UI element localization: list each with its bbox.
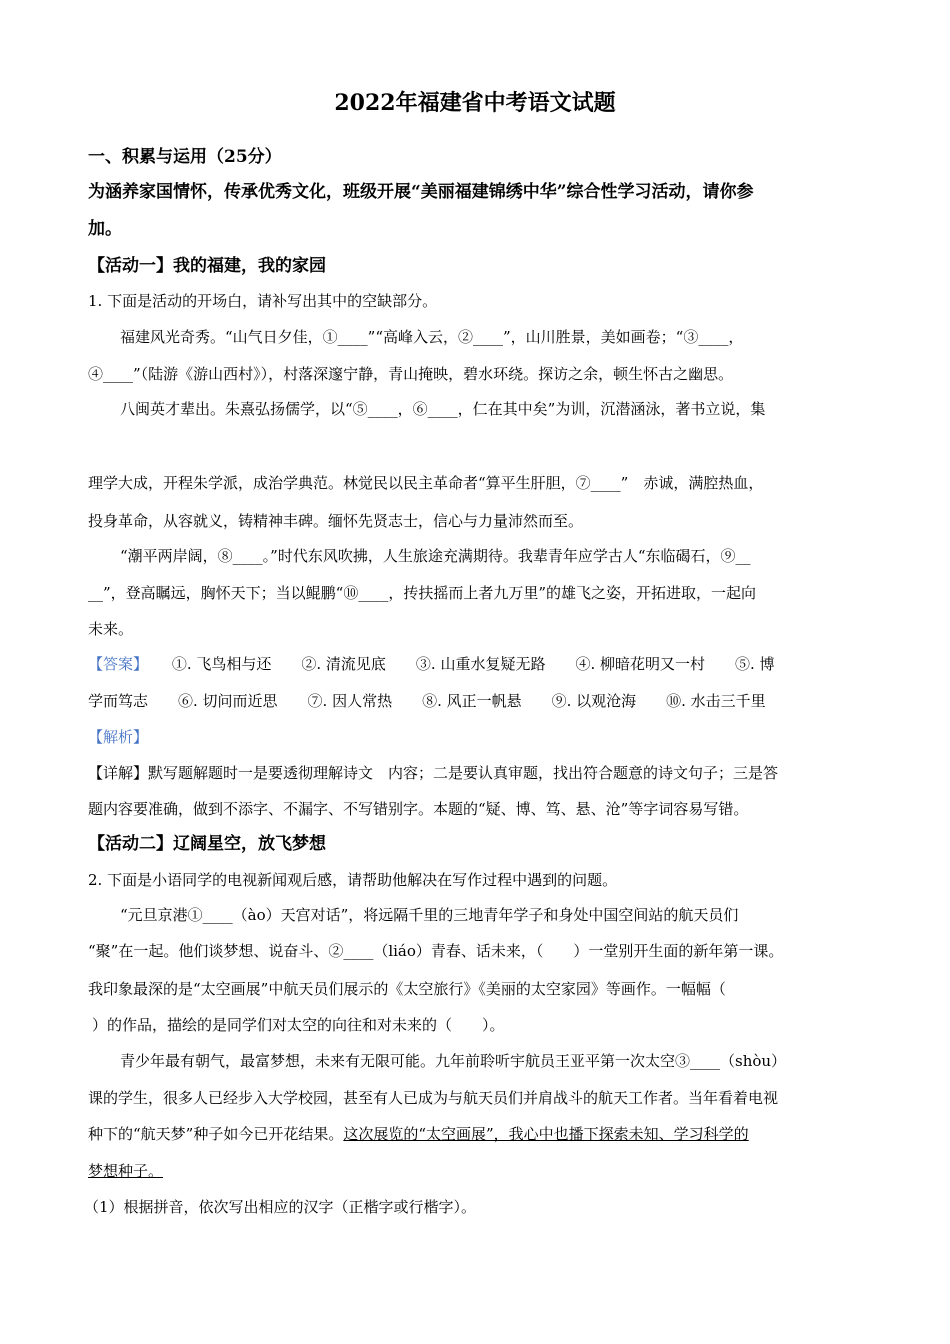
passage-line: “潮平两岸阔，⑧____。”时代东风吹拂，人生旅途充满期待。我辈青年应学古人“东临碣石，⑨__ <box>120 547 751 565</box>
passage-line: ）的作品，描绘的是同学们对太空的向往和对未来的（ ）。 <box>92 1016 505 1034</box>
underlined-sentence: 这次展览的“太空画展”，我心中也播下探索未知、学习科学的 <box>343 1125 749 1143</box>
passage-line: 我印象最深的是“太空画展”中航天员们展示的《太空旅行》《美丽的太空家园》等画作。一幅幅（ <box>88 980 726 998</box>
passage-line: 未来。 <box>88 620 134 638</box>
passage-line: __”，登高瞩远，胸怀天下；当以鲲鹏“⑩____，抟扶摇而上者九万里”的雄飞之姿，开拓进取，一起向 <box>88 584 757 602</box>
underlined-sentence-end: 梦想种子。 <box>88 1162 164 1180</box>
activity2-heading: 【活动二】辽阔星空，放飞梦想 <box>88 834 326 854</box>
page-title: 2022年福建省中考语文试题 <box>334 90 616 116</box>
answer-line <box>88 653 862 675</box>
intro-line: 加。 <box>88 219 122 239</box>
intro-line: 为涵养家国情怀，传承优秀文化，班级开展“美丽福建锦绣中华”综合性学习活动，请你参 <box>88 182 754 202</box>
passage-text: 种下的“航天梦”种子如今已开花结果。 <box>88 1125 344 1143</box>
question-2: 2. 下面是小语同学的电视新闻观后感，请帮助他解决在写作过程中遇到的问题。 <box>88 871 618 889</box>
detail-text: 默写题解题时一是要透彻理解诗文 内容；二是要认真审题，找出符合题意的诗文句子；三是答 <box>148 764 779 782</box>
passage-line: 福建风光奇秀。“山气日夕佳，①____”“高峰入云，②____”，山川胜景，美如画卷；“③____， <box>120 328 744 346</box>
activity1-heading: 【活动一】我的福建，我的家园 <box>88 256 326 276</box>
question-1: 1. 下面是活动的开场白，请补写出其中的空缺部分。 <box>88 292 438 310</box>
answer-text: ①. 飞鸟相与还 ②. 清流见底 ③. 山重水复疑无路 ④. 柳暗花明又一村 ⑤. 博 <box>171 655 775 673</box>
answer-line: 学而笃志 ⑥. 切问而近思 ⑦. 因人常热 ⑧. 风正一帆悬 ⑨. 以观沧海 ⑩. 水击三千里 <box>88 692 766 710</box>
passage-line: “元旦京港①____（ào）天宫对话”，将远隔千里的三地青年学子和身处中国空间站的航天员们 <box>120 906 739 924</box>
detail-label: 【详解】 <box>88 764 149 782</box>
detail-line <box>88 762 862 784</box>
passage-line: “聚”在一起。他们谈梦想、说奋斗、②____（liáo）青春、话未来，（ ）一堂别开生面的新年第一课。 <box>88 942 784 960</box>
passage-line: 课的学生，很多人已经步入大学校园，甚至有人已成为与航天员们并肩战斗的航天工作者。当年看着电视 <box>88 1089 779 1107</box>
answer-tag: 【答案】 <box>88 655 149 673</box>
passage-line <box>88 1123 862 1145</box>
analysis-tag: 【解析】 <box>88 728 149 746</box>
passage-line: 青少年最有朝气，最富梦想，未来有无限可能。九年前聆听宇航员王亚平第一次太空③____（shòu） <box>120 1052 787 1070</box>
detail-line: 题内容要准确，做到不添字、不漏字、不写错别字。本题的“疑、博、笃、悬、沧”等字词容易写错。 <box>88 800 749 818</box>
passage-line: 八闽英才辈出。朱熹弘扬儒学，以“⑤____，⑥____，仁在其中矣”为训，沉潜涵泳，著书立说，集 <box>120 400 766 418</box>
passage-line: 投身革命，从容就义，铸精神丰碑。缅怀先贤志士，信心与力量沛然而至。 <box>88 512 584 530</box>
section-heading: 一、积累与运用（25分） <box>88 147 282 167</box>
sub-question-1: （1）根据拼音，依次写出相应的汉字（正楷字或行楷字）。 <box>84 1198 477 1216</box>
passage-line: ④____”（陆游《游山西村》），村落深邃宁静，青山掩映，碧水环绕。探访之余，顿生怀古之幽思。 <box>88 365 734 383</box>
passage-line: 理学大成，开程朱学派，成治学典范。林觉民以民主革命者“算平生肝胆，⑦____” 赤诚，满腔热血， <box>88 474 764 492</box>
